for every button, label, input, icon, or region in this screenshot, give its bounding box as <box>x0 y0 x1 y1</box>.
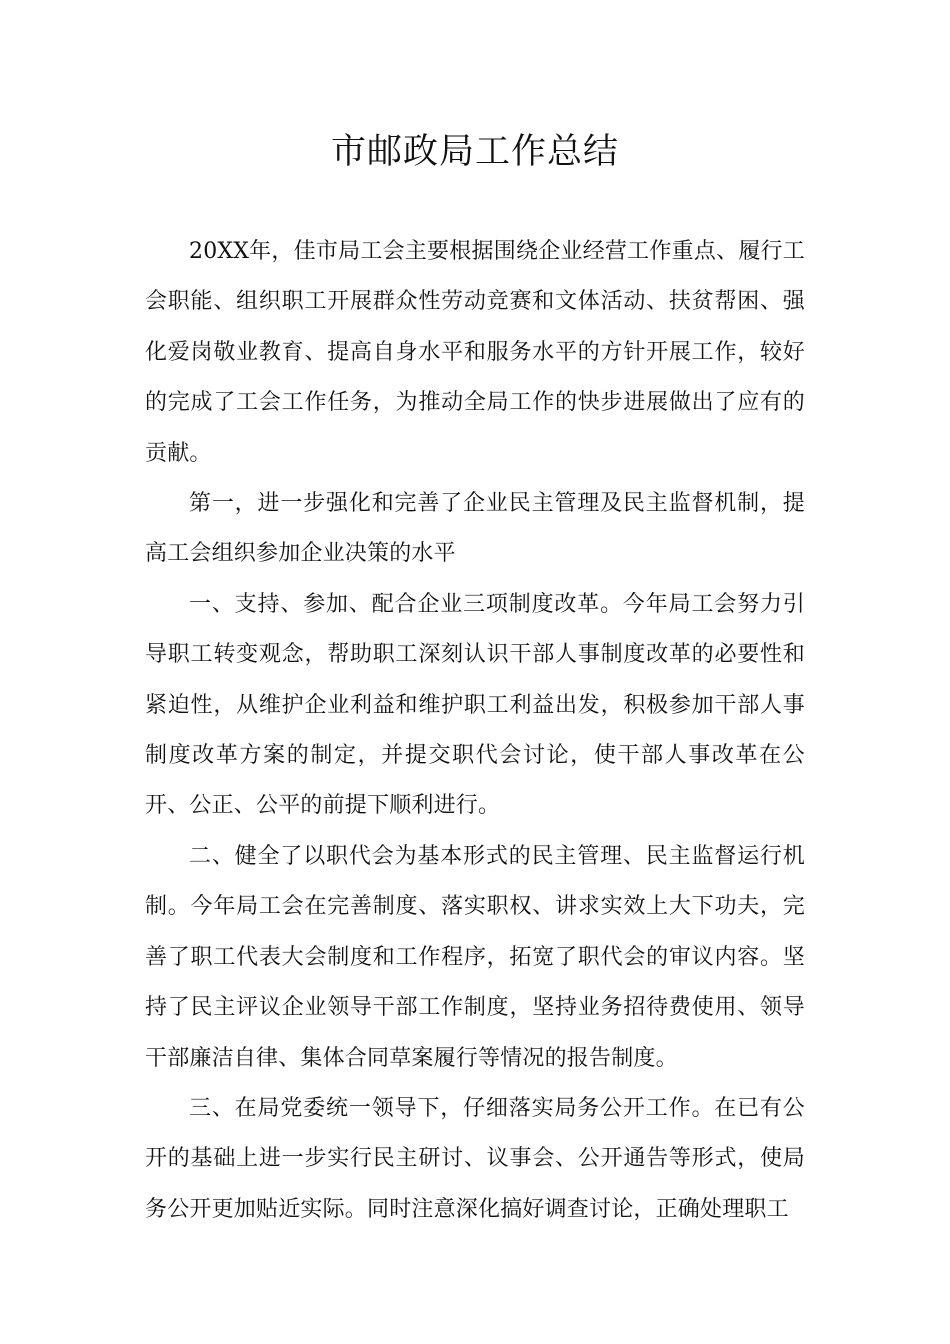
paragraph-item-one: 一、支持、参加、配合企业三项制度改革。今年局工会努力引导职工转变观念，帮助职工深刻认识干部人事制度改革的必要性和紧迫性，从维护企业利益和维护职工利益出发，积极参加干部人事制度改革方案的制定，并提交职代会讨论，使干部人事改革在公开、公正、公平的前提下顺利进行。 <box>145 591 805 819</box>
paragraph-intro: 20XX年，佳市局工会主要根据围绕企业经营工作重点、履行工会职能、组织职工开展群众性劳动竞赛和文体活动、扶贫帮困、强化爱岗敬业教育、提高自身水平和服务水平的方针开展工作，较好的完成了工会工作任务，为推动全局工作的快步进展做出了应有的贡献。 <box>145 239 805 466</box>
paragraph-section-first: 第一，进一步强化和完善了企业民主管理及民主监督机制，提高工会组织参加企业决策的水平 <box>145 491 805 567</box>
paragraph-item-three: 三、在局党委统一领导下，仔细落实局务公开工作。在已有公开的基础上进一步实行民主研讨、议事会、公开通告等形式，使局务公开更加贴近实际。同时注意深化搞好调查讨论，正确处理职工 <box>145 1095 805 1222</box>
paragraph-item-two: 二、健全了以职代会为基本形式的民主管理、民主监督运行机制。今年局工会在完善制度、落实职权、讲求实效上大下功夫，完善了职工代表大会制度和工作程序，拓宽了职代会的审议内容。坚持了民主评议企业领导干部工作制度，坚持业务招待费使用、领导干部廉洁自律、集体合同草案履行等情况的报告制度。 <box>145 843 805 1071</box>
document-body <box>145 227 805 1235</box>
document-title: 市邮政局工作总结 <box>330 132 619 172</box>
